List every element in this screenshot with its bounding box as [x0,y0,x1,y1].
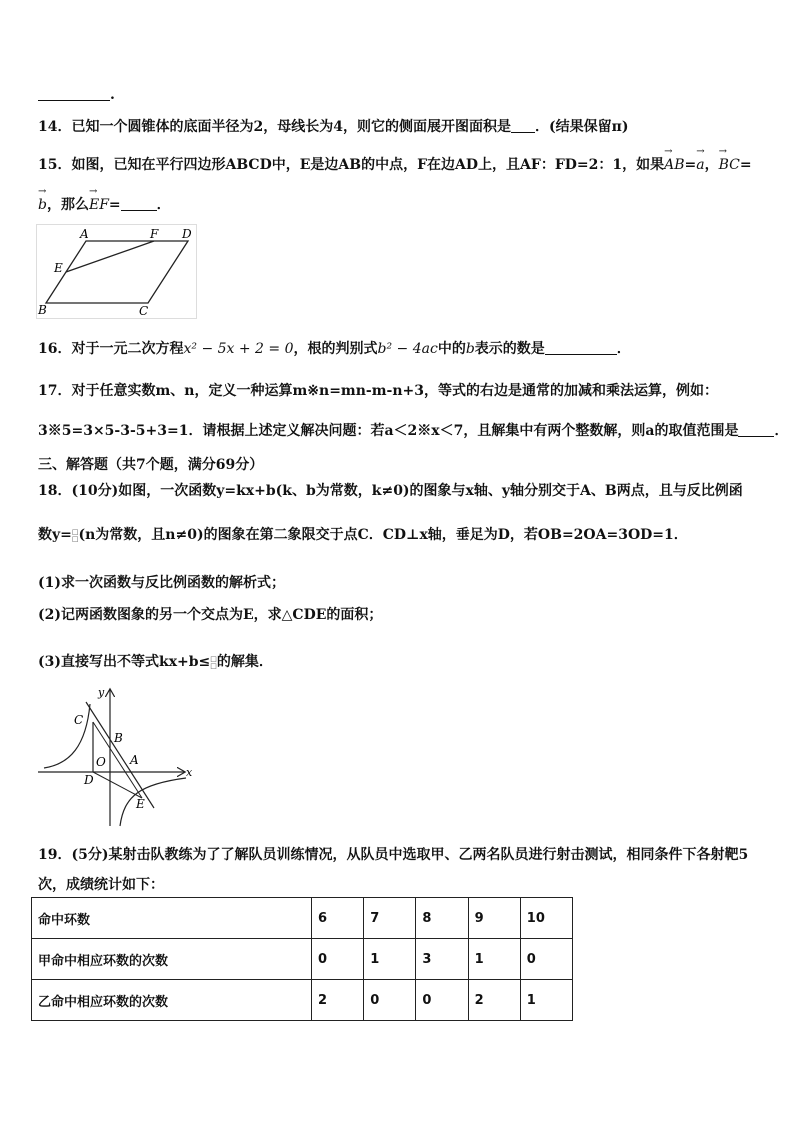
parallelogram-figure [36,224,198,320]
label-c: C [139,304,149,318]
q19-line2: 次，成绩统计如下： [38,877,164,893]
table-cell: 3 [416,939,468,980]
q17-line1 [38,380,718,400]
q15-eq1: = [684,157,697,173]
table-cell: 2 [468,980,520,1021]
q13-answer-line [38,86,115,103]
q16-equation: x² − 5x + 2 = 0 [183,341,294,357]
q18-sub3-post: 的解集． [216,654,273,670]
table-cell: 1 [364,939,416,980]
table-cell: 8 [416,898,468,939]
table-cell: 7 [364,898,416,939]
label-e: E [54,261,63,275]
q15-question-line2 [38,194,171,214]
table-row-label: 甲命中相应环数的次数 [32,939,312,980]
q18-line2-pre: 数y= [38,527,72,543]
q14-answer-blank[interactable] [511,118,535,133]
q15-comma: ， [704,157,719,173]
q17-line2 [38,420,788,440]
q18-sub3-pre: (3)直接写出不等式kx+b≤ [38,654,211,670]
q15-tail: ． [156,197,171,213]
q15-answer-blank[interactable] [121,196,157,211]
q16-prefix: 16．对于一元二次方程 [38,341,184,357]
table-cell: 9 [468,898,520,939]
table-cell: 1 [520,980,572,1021]
q15-text: 15．如图，已知在平行四边形ABCD中，E是边AB的中点，F在边AD上，且AF：FD=2：1，如果 [38,157,665,173]
q18-fraction-placeholder: □ □ [71,527,79,543]
table-row [32,898,573,939]
table-cell: 0 [416,980,468,1021]
table-cell: 2 [312,980,364,1021]
q18-line1: 18．(10分)如图，一次函数y=kx+b(k、b为常数，k≠0)的图象与x轴、y轴分别交于A、B两点，且与反比例函 [38,483,743,499]
vector-b: → b [38,197,47,213]
q14-tail: ．(结果保留π) [534,119,629,135]
table-cell: 1 [468,939,520,980]
label-a: A [130,753,139,767]
q17-text2: 3※5=3×5-3-5+3=1．请根据上述定义解决问题：若a＜2※x＜7，且解集中有两个整数解，则a的取值范围是 [38,423,739,439]
q17-tail: ． [774,423,789,439]
q16-mid2: 中的 [437,341,466,357]
label-d: D [84,773,94,787]
q17-answer-blank[interactable] [738,422,774,437]
table-row [32,980,573,1021]
label-f: F [150,227,159,241]
table-cell: 10 [520,898,572,939]
q15-eq3: = [108,197,121,213]
q14-question [38,116,628,136]
q15-question-line1 [38,154,752,174]
q15-mid: ，那么 [46,197,89,213]
q18-sub3 [38,651,273,671]
segment-ef [66,241,154,272]
segment-de [93,772,142,798]
q17-text1: 17．对于任意实数m、n，定义一种运算m※n=mn-m-n+3，等式的右边是通常的加减和乘法运算，例如： [38,383,719,399]
q13-answer-blank[interactable] [38,86,110,101]
q18-sub2: (2)记两函数图象的另一个交点为E，求△CDE的面积； [38,607,383,623]
vector-ef: → EF [89,197,109,213]
table-row-label: 乙命中相应环数的次数 [32,980,312,1021]
q18-line2-post: (n为常数，且n≠0)的图象在第二象限交于点C．CD⊥x轴，垂足为D，若OB=2OA=3OD=1． [78,527,688,543]
label-a: A [80,227,89,241]
table-cell: 6 [312,898,364,939]
table-cell: 0 [364,980,416,1021]
label-y: y [98,686,105,699]
label-d: D [182,227,192,241]
q14-text: 14．已知一个圆锥体的底面半径为2，母线长为4，则它的侧面展开图面积是 [38,119,511,135]
q16-discriminant: b² − 4ac [377,341,438,357]
q16-question [38,338,631,358]
hyperbola-branch-right [120,778,186,826]
vector-bc: → BC [719,157,740,173]
table-cell: 0 [520,939,572,980]
vector-ab: → AB [664,157,684,173]
q16-tail: ． [616,341,631,357]
q19-line1: 19．(5分)某射击队教练为了了解队员训练情况，从队员中选取甲、乙两名队员进行射击测试，相同条件下各射靶5 [38,847,749,863]
q16-mid: ，根的判别式 [293,341,378,357]
label-x: x [186,766,193,779]
label-b: B [114,731,123,745]
q16-suffix: 表示的数是 [474,341,545,357]
label-o: O [96,755,106,769]
table-row [32,939,573,980]
q15-eq2: = [739,157,752,173]
q16-b: b [465,341,475,357]
q16-answer-blank[interactable] [545,340,617,355]
label-e: E [136,797,145,811]
table-cell: 0 [312,939,364,980]
label-c: C [74,713,84,727]
vector-a: → a [696,157,704,173]
q18-sub3-fraction-placeholder: □ □ [210,654,217,670]
q18-line2 [38,524,688,544]
shooting-score-table [31,897,573,1021]
q13-tail: . [110,87,115,103]
table-header-cell: 命中环数 [32,898,312,939]
section-three-heading: 三、解答题（共7个题，满分69分） [38,457,264,473]
q18-sub1: (1)求一次函数与反比例函数的解析式； [38,575,285,591]
label-b: B [38,303,47,317]
function-graph-figure [36,684,196,832]
